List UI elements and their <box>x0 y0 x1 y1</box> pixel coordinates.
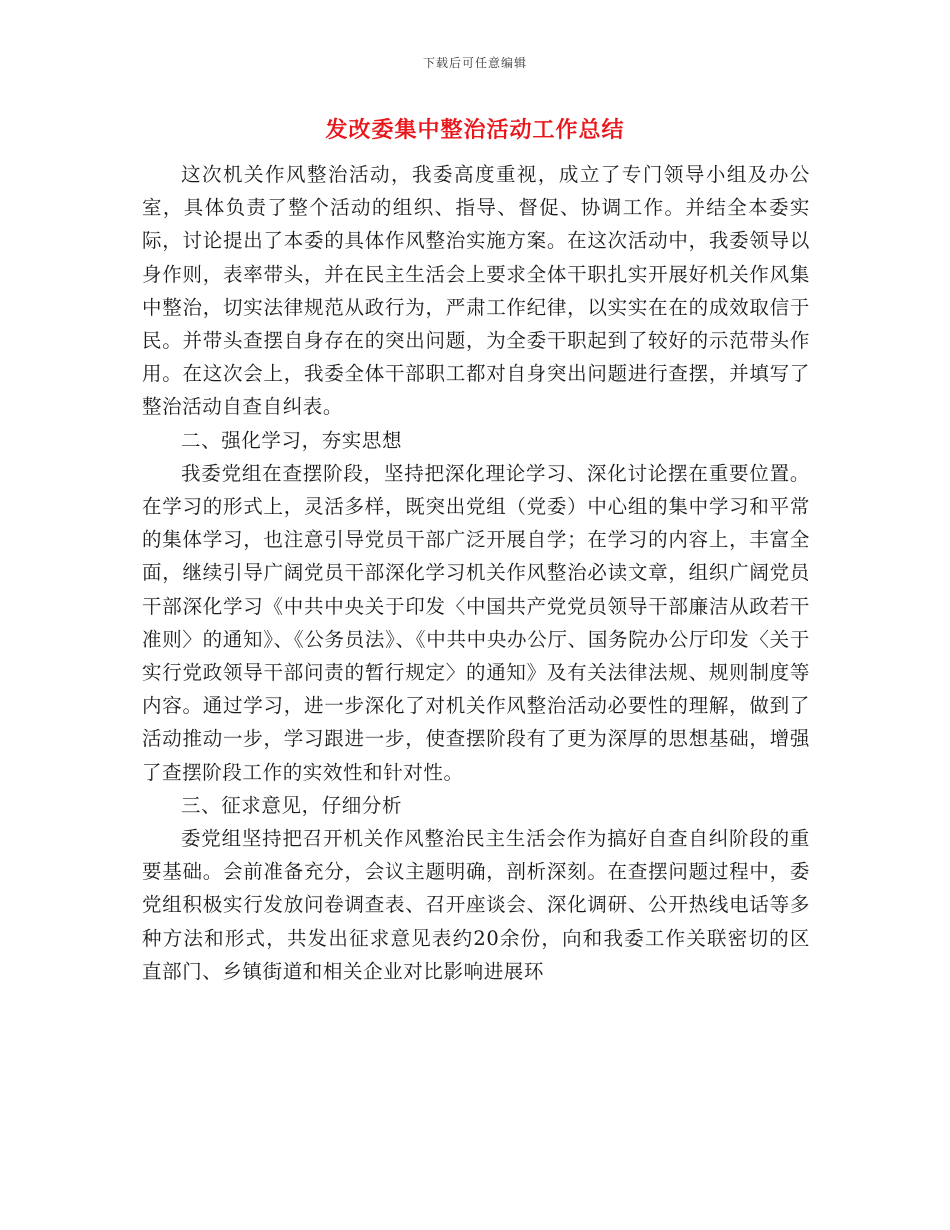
section-heading-2: 二、强化学习，夯实思想 <box>181 428 403 452</box>
section-heading-3: 三、征求意见，仔细分析 <box>181 793 403 817</box>
paragraph-study: 我委党组在查摆阶段，坚持把深化理论学习、深化讨论摆在重要位置。在学习的形式上，灵活多样，既突出党组（党委）中心组的集中学习和平常的集体学习，也注意引导党员干部广泛开展自学；在学习的内容上，丰富全面，继续引导广阔党员干部深化学习机关作风整治必读文章，组织广阔党员干部深化学习《中共中央关于印发〈中国共产党党员领导干部廉洁从政若干准则〉的通知》、《公务员法》、《中共中央办公厅、国务院办公厅印发〈关于实行党政领导干部问责的暂行规定〉的通知》及有关法律法规、规则制度等内容。通过学习，进一步深化了对机关作风整治活动必要性的理解，做到了活动推动一步，学习跟进一步，使查摆阶段有了更为深厚的思想基础，增强了查摆阶段工作的实效性和针对性。 <box>142 461 810 784</box>
document-title: 发改委集中整治活动工作总结 <box>325 118 625 143</box>
paragraph-opinions: 委党组坚持把召开机关作风整治民主生活会作为搞好自查自纠阶段的重要基础。会前准备充分，会议主题明确，剖析深刻。在查摆问题过程中，委党组积极实行发放问卷调查表、召开座谈会、深化调研、公开热线电话等多种方法和形式，共发出征求意见表约20余份，向和我委工作关联密切的区直部门、乡镇街道和相关企业对比影响进展环 <box>142 827 810 983</box>
paragraph-intro: 这次机关作风整治活动，我委高度重视，成立了专门领导小组及办公室，具体负责了整个活动的组织、指导、督促、协调工作。并结全本委实际，讨论提出了本委的具体作风整治实施方案。在这次活动中，我委领导以身作则，表率带头，并在民主生活会上要求全体干职扎实开展好机关作风集中整治，切实法律规范从政行为，严肃工作纪律，以实实在在的成效取信于民。并带头查摆自身存在的突出问题，为全委干职起到了较好的示范带头作用。在这次会上，我委全体干部职工都对自身突出问题进行查摆，并填写了整治活动自查自纠表。 <box>142 163 810 419</box>
document-body <box>142 158 810 988</box>
header-note: 下载后可任意编辑 <box>422 56 527 70</box>
